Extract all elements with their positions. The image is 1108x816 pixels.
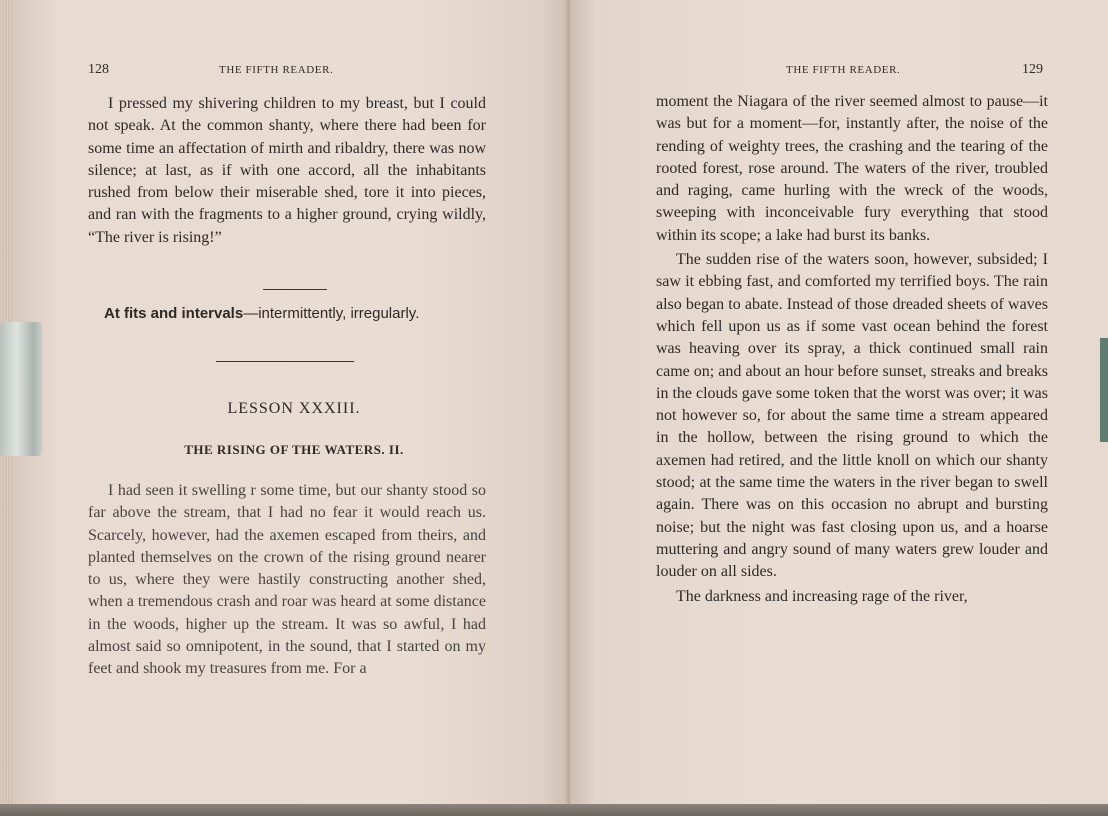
glass-page-clip (0, 322, 42, 456)
right-text (656, 91, 1048, 608)
lesson-title: LESSON XXXIII. (227, 400, 361, 417)
paragraph: I pressed my shivering children to my breast, but I could not speak. At the common shanty, where there had been for some time an affectation of mirth and ribaldry, there was now silence; at last, as if with one accord, all the inhabitants rushed from below their miserable shed, tore it into pieces, and ran with the fragments to a higher ground, crying wildly, “The river is rising!” (88, 95, 486, 246)
paragraph: The darkness and increasing rage of the river, (676, 587, 968, 605)
left-top-text (88, 93, 486, 249)
divider-long (216, 361, 354, 362)
paragraph: I had seen it swelling r some time, but our shanty stood so far above the stream, that I had no fear it would reach us. Scarcely, however, had the axemen escaped from theirs, and planted themselves on the crown of the rising ground nearer to us, where they were hastily constructing another shed, when a tremendous crash and roar was heard at some distance in the woods, higher up the stream. It was so awful, I had almost said so omnipotent, in the sound, that I started on my feet and shook my treasures from me. For a (88, 482, 486, 678)
left-lesson-text (88, 480, 486, 681)
definition-term: At fits and intervals (104, 305, 244, 322)
paragraph: moment the Niagara of the river seemed almost to pause—it was but for a moment—for, instantly after, the noise of the rending of weighty trees, the crashing and the tearing of the rooted forest, rose around. The waters of the river, troubled and raging, came hurling with the wreck of the woods, sweeping with inconceivable fury everything that stood within its scope; a lake had burst its banks. (656, 93, 1048, 244)
table-surface (0, 804, 1108, 816)
lesson-subtitle: THE RISING OF THE WATERS. II. (184, 442, 404, 457)
right-page (570, 0, 1108, 806)
running-head-left: THE FIFTH READER. (219, 64, 334, 76)
paragraph: The sudden rise of the waters soon, however, subsided; I saw it ebbing fast, and comforted my terrified boys. The rain also began to abate. Instead of those dreaded sheets of waves which fell upon us as if some vast ocean behind the forest was heaving over its spray, a thick continued small rain came on; and about an hour before sunset, streaks and breaks in the clouds gave some token that the worst was over; it was not however so, for about the same time a stream appeared in the hollow, between the rising ground to which the axemen had retired, and the little knoll on which our shanty stood; at the same time the waters in the river began to swell again. There was on this occasion no abrupt and bursting noise; but the night was fast closing upon us, and a hoarse muttering and angry sound of many waters grew louder and louder on all sides. (656, 251, 1048, 581)
page-clip-right (1100, 338, 1108, 442)
left-page (14, 0, 570, 806)
divider-short (263, 289, 327, 290)
vocabulary-note (104, 305, 464, 322)
page-number-left: 128 (88, 62, 109, 77)
page-number-right: 129 (1022, 62, 1043, 77)
definition-text: —intermittently, irregularly. (243, 305, 420, 322)
running-head-right: THE FIFTH READER. (786, 64, 901, 76)
